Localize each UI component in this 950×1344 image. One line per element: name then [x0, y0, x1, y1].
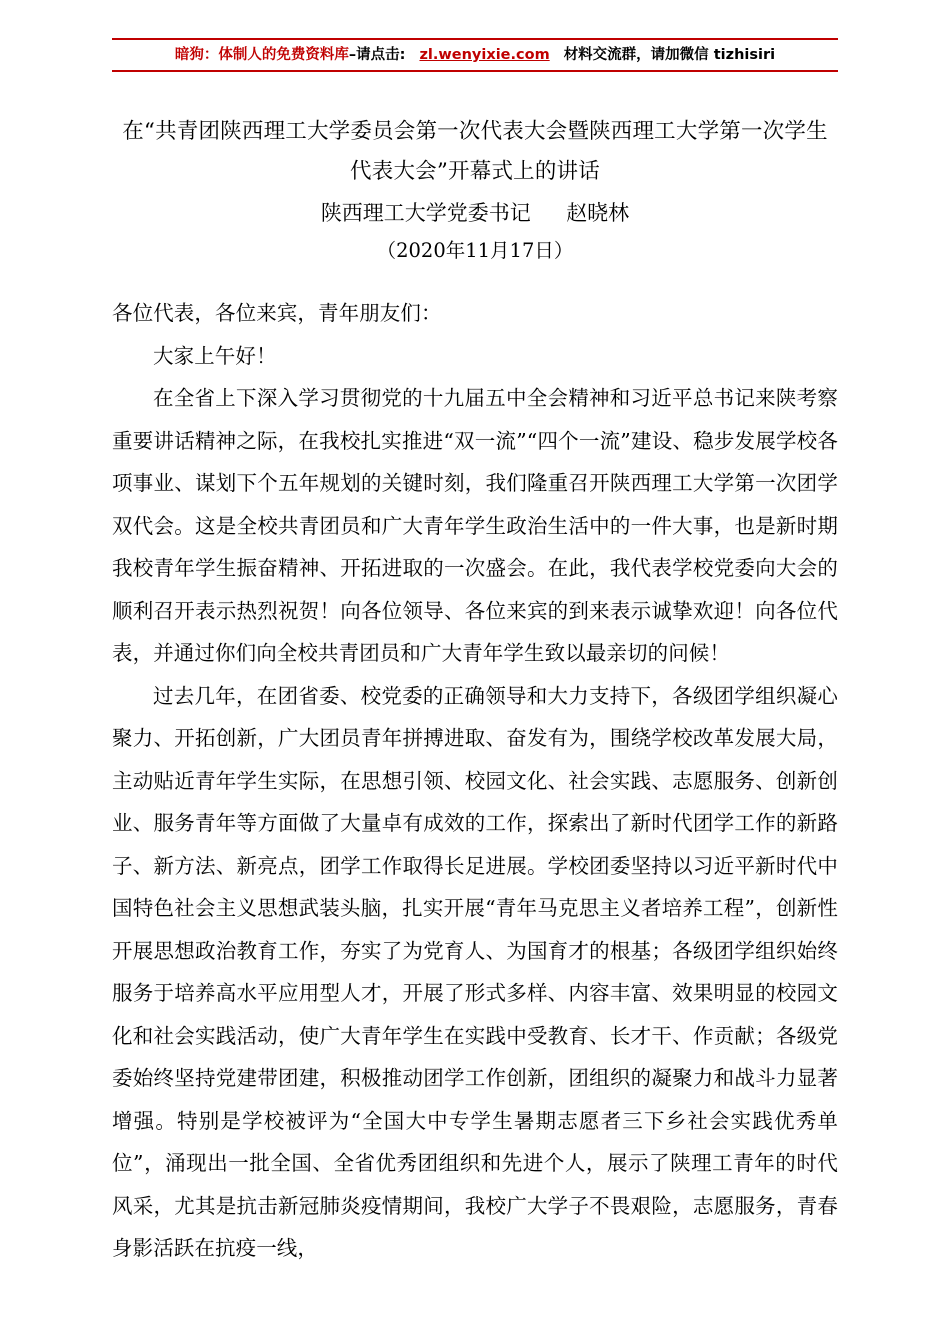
author-name: 赵晓林 [566, 201, 630, 225]
banner-dash: – [348, 46, 357, 63]
banner-link[interactable]: zl.wenyixie.com [419, 46, 550, 63]
paragraph-salutation: 各位代表，各位来宾，青年朋友们： [112, 301, 442, 325]
document-body [112, 292, 838, 1270]
promo-banner [112, 38, 838, 72]
author-role: 陕西理工大学党委书记 [320, 201, 531, 225]
document-date: （2020年11月17日） [376, 239, 574, 262]
banner-brand: 暗狗：体制人的免费资料库 [174, 46, 349, 63]
author-line [112, 194, 838, 232]
title-block [112, 112, 838, 269]
banner-tail: 材料交流群，请加微信 tizhisiri [563, 46, 776, 63]
page-title: 在“共青团陕西理工大学委员会第一次代表大会暨陕西理工大学第一次学生代表大会”开幕式上的讲话 [122, 119, 828, 184]
paragraph-2: 过去几年，在团省委、校党委的正确领导和大力支持下，各级团学组织凝心聚力、开拓创新，广大团员青年拼搏进取、奋发有为，围绕学校改革发展大局，主动贴近青年学生实际，在思想引领、校园文化、社会实践、志愿服务、创新创业、服务青年等方面做了大量卓有成效的工作，探索出了新时代团学工作的新路子、新方法、新亮点，团学工作取得长足进展。学校团委坚持以习近平新时代中国特色社会主义思想武装头脑，扎实开展“青年马克思主义者培养工程”，创新性开展思想政治教育工作，夯实了为党育人、为国育才的根基；各级团学组织始终服务于培养高水平应用型人才，开展了形式多样、内容丰富、效果明显的校园文化和社会实践活动，使广大青年学生在实践中受教育、长才干、作贡献；各级党委始终坚持党建带团建，积极推动团学工作创新，团组织的凝聚力和战斗力显著增强。特别是学校被评为“全国大中专学生暑期志愿者三下乡社会实践优秀单位”，涌现出一批全国、全省优秀团组织和先进个人，展示了陕理工青年的时代风采，尤其是抗击新冠肺炎疫情期间，我校广大学子不畏艰险，志愿服务，青春身影活跃在抗疫一线， [112, 683, 838, 1260]
paragraph-greeting: 大家上午好！ [153, 343, 277, 368]
banner-click-label: 请点击: [356, 46, 406, 63]
paragraph-1: 在全省上下深入学习贯彻党的十九届五中全会精神和习近平总书记来陕考察重要讲话精神之际，在我校扎实推进“双一流”“四个一流”建设、稳步发展学校各项事业、谋划下个五年规划的关键时刻，我们隆重召开陕西理工大学第一次团学双代会。这是全校共青团员和广大青年学生政治生活中的一件大事，也是新时期我校青年学生振奋精神、开拓进取的一次盛会。在此，我代表学校党委向大会的顺利召开表示热烈祝贺！向各位领导、各位来宾的到来表示诚挚欢迎！向各位代表，并通过你们向全校共青团员和广大青年学生致以最亲切的问候！ [112, 386, 838, 665]
